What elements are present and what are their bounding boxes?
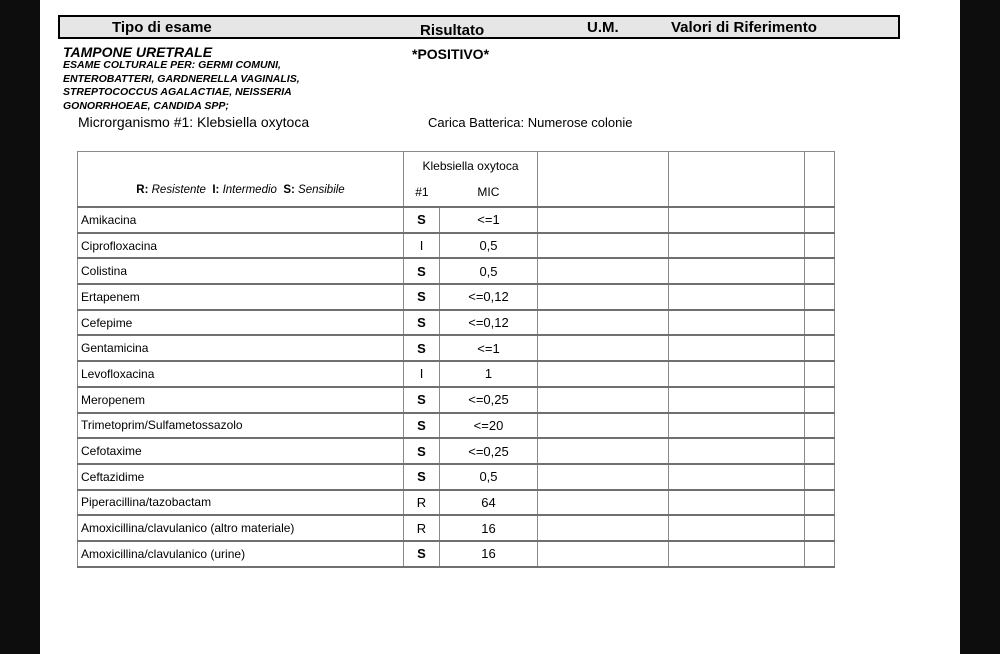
antibiotic-row	[78, 541, 835, 567]
sir-result: R	[404, 515, 440, 541]
antibiotic-row	[78, 284, 835, 310]
empty-cell	[805, 361, 835, 387]
empty-cell	[805, 515, 835, 541]
antibiotic-row	[78, 387, 835, 413]
empty-cell	[669, 387, 805, 413]
empty-cell	[538, 258, 669, 284]
exam-description-line: GONORRHOEAE, CANDIDA SPP;	[63, 99, 229, 112]
empty-header-cell	[805, 152, 835, 208]
antibiotic-row	[78, 464, 835, 490]
antibiotic-name: Ceftazidime	[78, 464, 404, 490]
mic-value: <=1	[440, 207, 538, 233]
mic-value: <=0,25	[440, 387, 538, 413]
empty-cell	[805, 490, 835, 516]
empty-cell	[805, 438, 835, 464]
organism-header-cell	[404, 152, 538, 208]
sir-result: S	[404, 464, 440, 490]
empty-cell	[669, 413, 805, 439]
empty-cell	[805, 335, 835, 361]
empty-cell	[805, 258, 835, 284]
mic-value: 16	[440, 515, 538, 541]
empty-cell	[538, 464, 669, 490]
mic-value: 0,5	[440, 464, 538, 490]
sir-result: I	[404, 361, 440, 387]
header-test-type: Tipo di esame	[112, 19, 212, 36]
antibiotic-row	[78, 438, 835, 464]
antibiotic-name: Colistina	[78, 258, 404, 284]
empty-cell	[538, 361, 669, 387]
antibiotic-name: Trimetoprim/Sulfametossazolo	[78, 413, 404, 439]
sir-result: S	[404, 541, 440, 567]
antibiotic-name: Amikacina	[78, 207, 404, 233]
empty-cell	[538, 207, 669, 233]
antibiogram-table	[77, 151, 835, 568]
exam-description	[63, 59, 363, 113]
antibiotic-name: Levofloxacina	[78, 361, 404, 387]
antibiotic-row	[78, 233, 835, 259]
sir-result: S	[404, 438, 440, 464]
empty-cell	[805, 387, 835, 413]
col-mic-header: MIC	[477, 185, 500, 199]
header-reference: Valori di Riferimento	[671, 19, 817, 36]
organism-subheader	[404, 185, 537, 199]
antibiotic-row	[78, 207, 835, 233]
empty-cell	[805, 284, 835, 310]
empty-cell	[805, 413, 835, 439]
sir-result: R	[404, 490, 440, 516]
empty-cell	[669, 438, 805, 464]
empty-cell	[805, 310, 835, 336]
empty-cell	[669, 361, 805, 387]
empty-cell	[538, 284, 669, 310]
antibiotic-row	[78, 361, 835, 387]
empty-header-cell	[669, 152, 805, 208]
mic-value: 0,5	[440, 233, 538, 259]
header-unit: U.M.	[587, 19, 619, 36]
mic-value: <=0,12	[440, 284, 538, 310]
organism-name: Klebsiella oxytoca	[422, 159, 519, 173]
mic-value: 0,5	[440, 258, 538, 284]
antibiotic-name: Amoxicillina/clavulanico (urine)	[78, 541, 404, 567]
empty-cell	[669, 490, 805, 516]
antibiotic-row	[78, 515, 835, 541]
exam-title: TAMPONE URETRALE	[63, 44, 213, 60]
sir-result: S	[404, 335, 440, 361]
exam-description-line: STREPTOCOCCUS AGALACTIAE, NEISSERIA	[63, 86, 292, 98]
antibiotic-row	[78, 310, 835, 336]
antibiotic-name: Cefepime	[78, 310, 404, 336]
antibiotic-name: Ertapenem	[78, 284, 404, 310]
empty-cell	[669, 464, 805, 490]
header-result: Risultato	[420, 22, 485, 39]
sir-result: S	[404, 310, 440, 336]
mic-value: <=0,12	[440, 310, 538, 336]
empty-cell	[805, 464, 835, 490]
antibiogram-header-row	[78, 152, 835, 208]
mic-value: 64	[440, 490, 538, 516]
sir-result: S	[404, 284, 440, 310]
empty-cell	[669, 541, 805, 567]
col-number-header: #1	[415, 185, 429, 199]
empty-cell	[669, 310, 805, 336]
antibiotic-name: Ciprofloxacina	[78, 233, 404, 259]
exam-description-line: ENTEROBATTERI, GARDNERELLA VAGINALIS,	[63, 72, 300, 85]
mic-value: <=20	[440, 413, 538, 439]
empty-cell	[538, 541, 669, 567]
empty-cell	[669, 258, 805, 284]
antibiotic-row	[78, 490, 835, 516]
mic-value: 16	[440, 541, 538, 567]
empty-cell	[538, 515, 669, 541]
empty-cell	[805, 541, 835, 567]
empty-cell	[538, 413, 669, 439]
empty-cell	[538, 490, 669, 516]
antibiotic-row	[78, 335, 835, 361]
antibiotic-name: Gentamicina	[78, 335, 404, 361]
empty-cell	[669, 515, 805, 541]
empty-cell	[538, 438, 669, 464]
antibiotic-name: Meropenem	[78, 387, 404, 413]
empty-cell	[669, 207, 805, 233]
empty-header-cell	[538, 152, 669, 208]
mic-value: <=0,25	[440, 438, 538, 464]
sir-result: S	[404, 207, 440, 233]
mic-value: 1	[440, 361, 538, 387]
sir-result: I	[404, 233, 440, 259]
bacterial-load: Carica Batterica: Numerose colonie	[428, 115, 633, 130]
empty-cell	[538, 233, 669, 259]
sir-result: S	[404, 387, 440, 413]
legend-cell	[78, 152, 404, 208]
antibiotic-name: Cefotaxime	[78, 438, 404, 464]
mic-value: <=1	[440, 335, 538, 361]
microorganism-label: Microrganismo #1: Klebsiella oxytoca	[78, 114, 310, 130]
empty-cell	[538, 335, 669, 361]
antibiotic-row	[78, 413, 835, 439]
empty-cell	[805, 207, 835, 233]
empty-cell	[538, 387, 669, 413]
sir-result: S	[404, 258, 440, 284]
sir-legend: R: Resistente I: Intermedio S: Sensibile	[136, 184, 345, 196]
empty-cell	[669, 335, 805, 361]
sir-result: S	[404, 413, 440, 439]
exam-result: *POSITIVO*	[412, 46, 490, 62]
antibiotic-name: Piperacillina/tazobactam	[78, 490, 404, 516]
empty-cell	[669, 284, 805, 310]
antibiotic-row	[78, 258, 835, 284]
empty-cell	[669, 233, 805, 259]
exam-description-line: ESAME COLTURALE PER: GERMI COMUNI,	[63, 59, 281, 71]
empty-cell	[805, 233, 835, 259]
antibiotic-name: Amoxicillina/clavulanico (altro materiale)	[78, 515, 404, 541]
empty-cell	[538, 310, 669, 336]
